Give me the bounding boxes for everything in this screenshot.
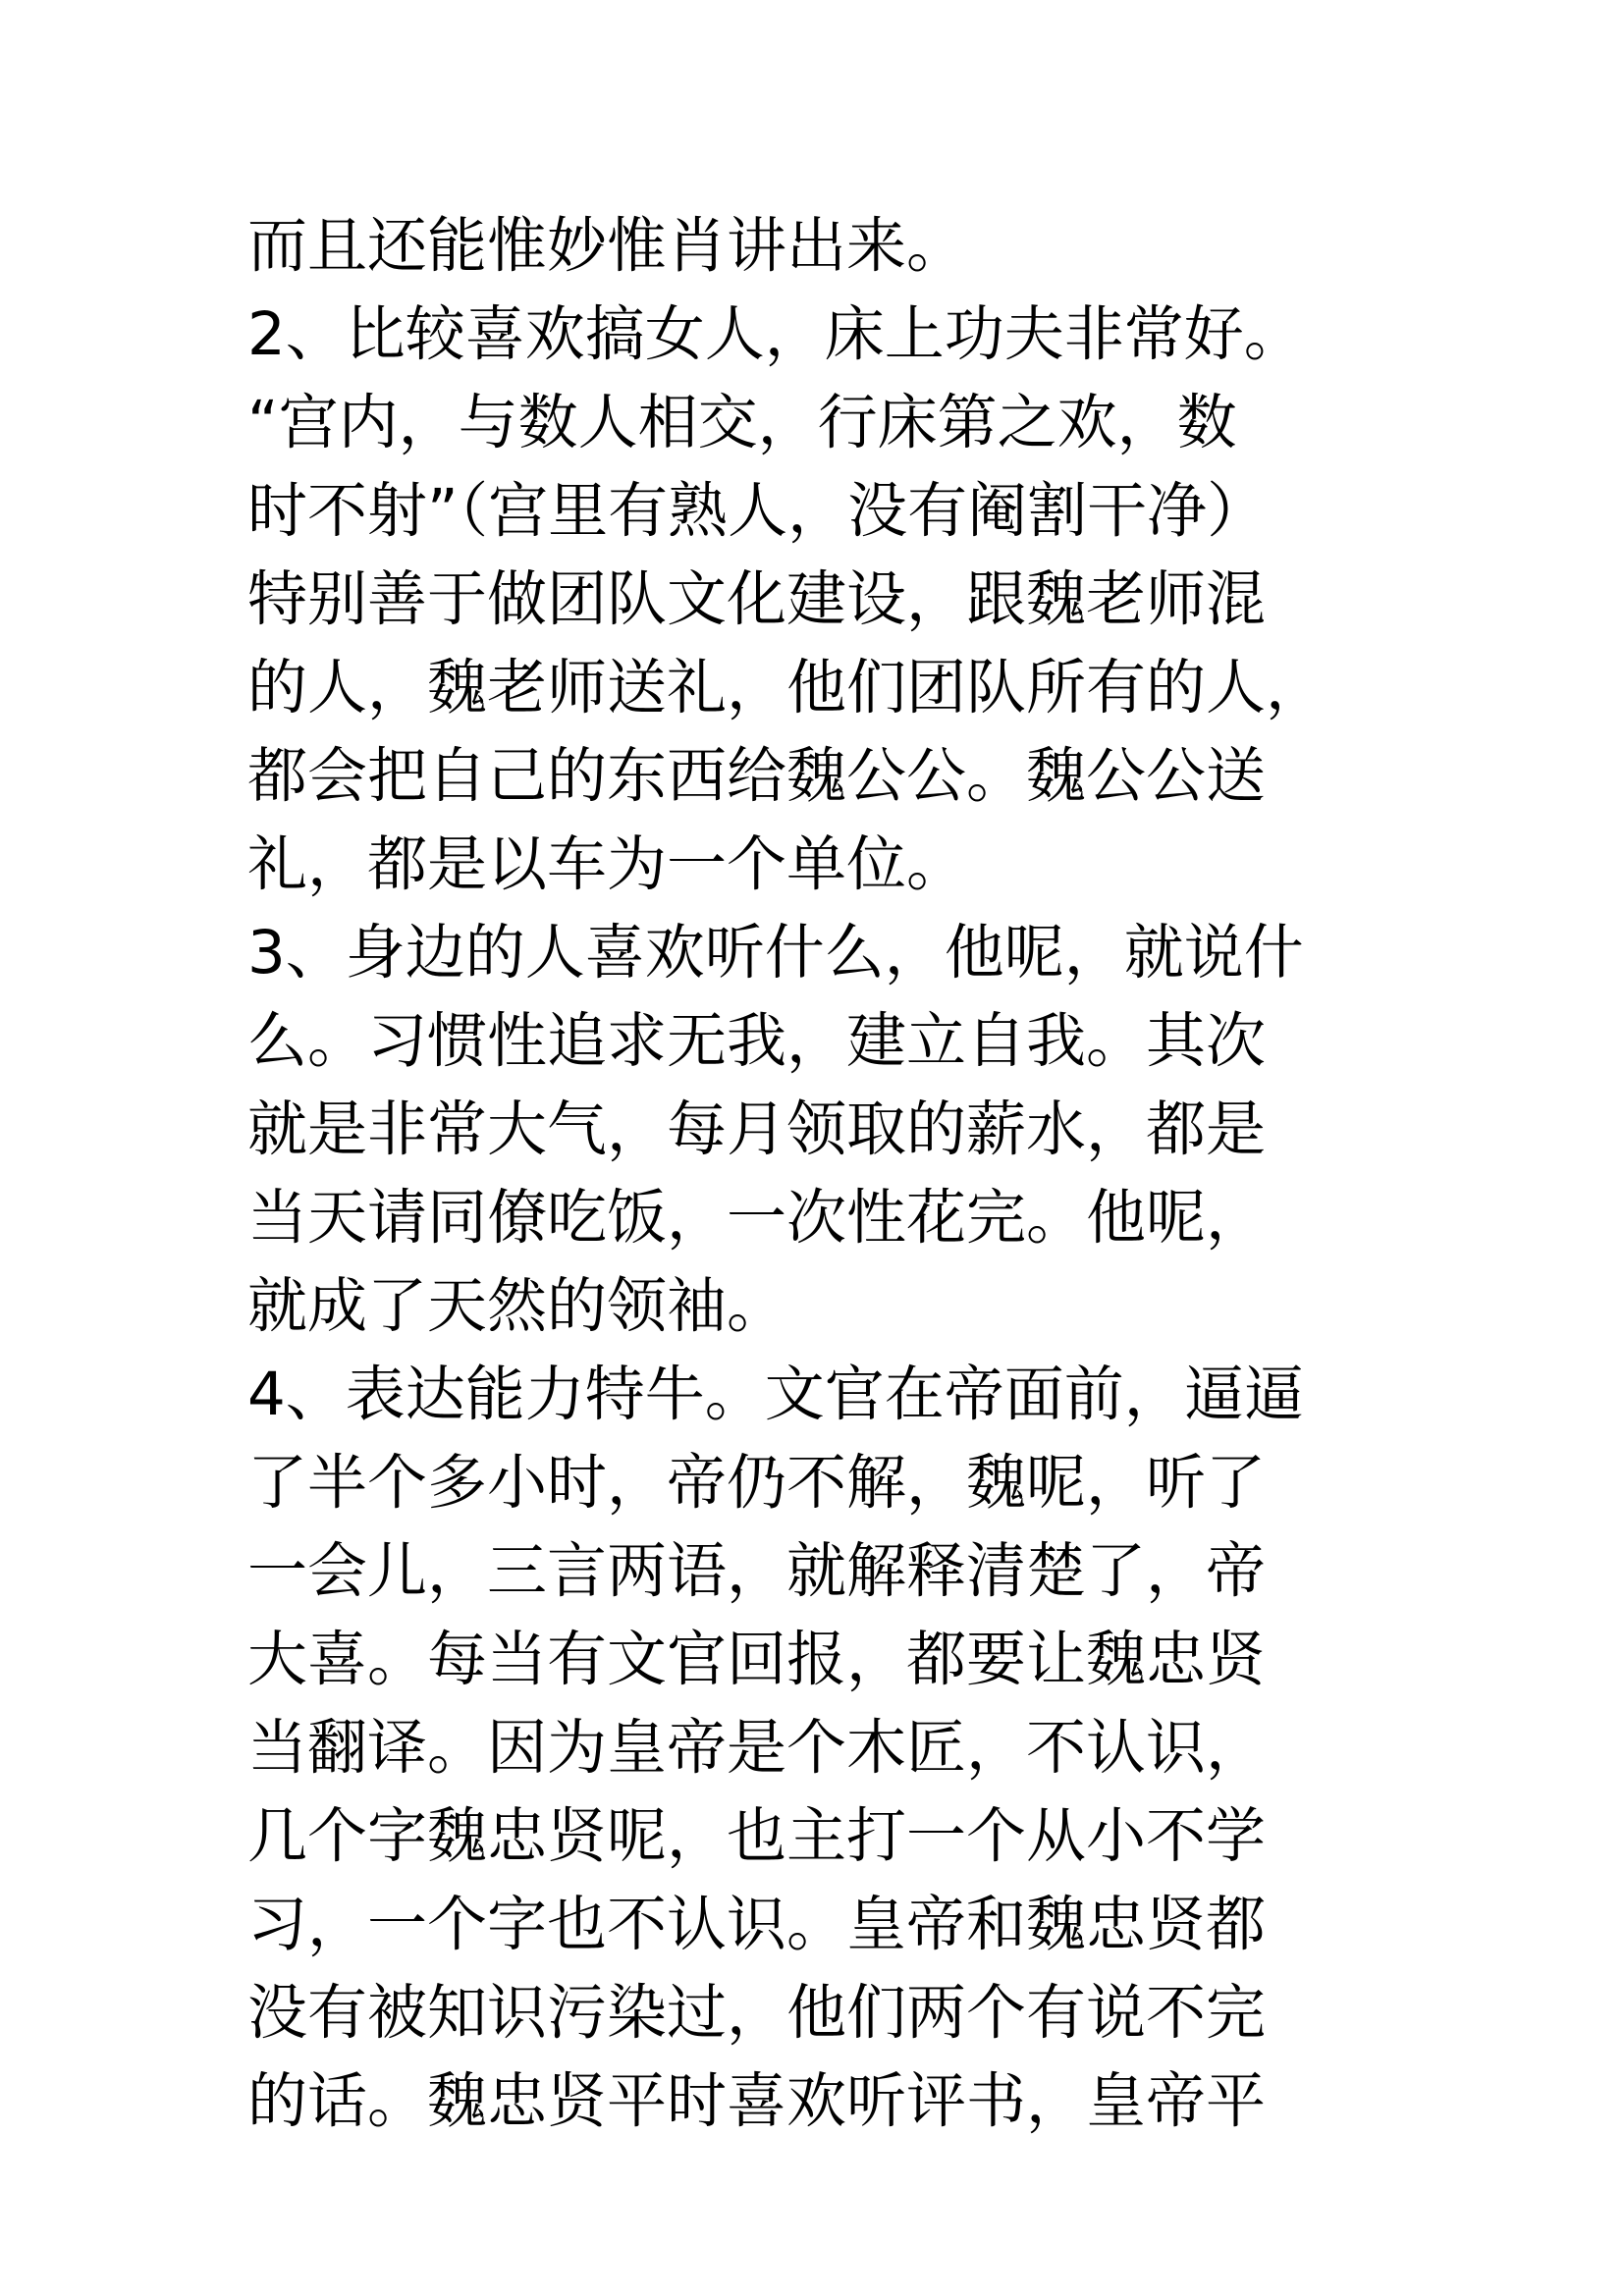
text-line: 一会儿，三言两语，就解释清楚了，帝	[247, 1536, 1267, 1606]
text-line: 4、表达能力特牛。文官在帝面前，逼逼	[247, 1360, 1304, 1429]
text-line: 礼，都是以车为一个单位。	[247, 829, 967, 899]
text-line: 而且还能惟妙惟肖讲出来。	[247, 211, 967, 281]
text-line: 了半个多小时，帝仍不解，魏呢，听了	[247, 1448, 1267, 1518]
text-line: “宫内，与数人相交，行床第之欢，数	[247, 388, 1237, 457]
text-line: 当翻译。因为皇帝是个木匠，不认识，	[247, 1713, 1267, 1783]
text-line: 的话。魏忠贤平时喜欢听评书，皇帝平	[247, 2066, 1267, 2136]
text-line: 么。习惯性追求无我，建立自我。其次	[247, 1006, 1267, 1076]
text-line: 大喜。每当有文官回报，都要让魏忠贤	[247, 1625, 1267, 1694]
text-line: 的人，魏老师送礼，他们团队所有的人，	[247, 653, 1326, 722]
text-line: 几个字魏忠贤呢，也主打一个从小不学	[247, 1801, 1267, 1871]
text-line: 就成了天然的领袖。	[247, 1271, 787, 1341]
text-line: 没有被知识污染过，他们两个有说不完	[247, 1978, 1267, 2048]
body-text	[247, 202, 1386, 2146]
text-line: 特别善于做团队文化建设，跟魏老师混	[247, 564, 1267, 634]
text-line: 就是非常大气，每月领取的薪水，都是	[247, 1095, 1267, 1164]
text-line: 3、身边的人喜欢听什么，他呢，就说什	[247, 918, 1304, 988]
text-line: 习，一个字也不认识。皇帝和魏忠贤都	[247, 1890, 1267, 1959]
text-line: 当天请同僚吃饭，一次性花完。他呢，	[247, 1183, 1267, 1253]
text-line: 都会把自己的东西给魏公公。魏公公送	[247, 741, 1267, 811]
text-line: 时不射”（宫里有熟人，没有阉割干净）	[247, 476, 1268, 546]
text-line: 2、比较喜欢搞女人，床上功夫非常好。	[247, 299, 1304, 369]
